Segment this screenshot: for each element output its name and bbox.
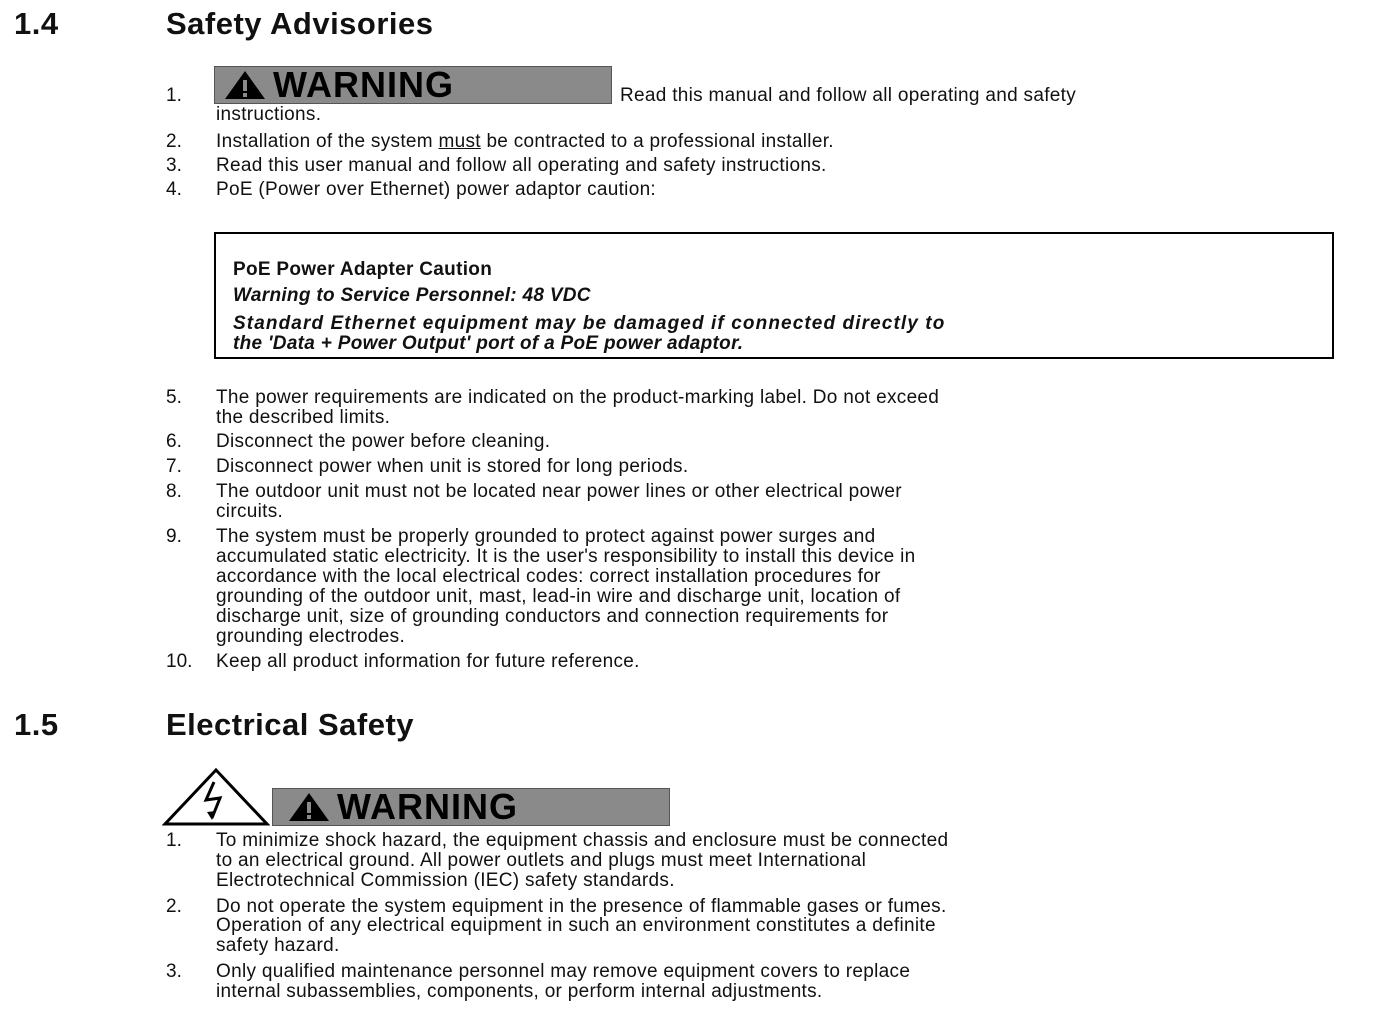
- list-item-text: Keep all product information for future reference.: [216, 651, 640, 672]
- list-item-text: Electrotechnical Commission (IEC) safety standards.: [216, 870, 675, 891]
- list-item-text: To minimize shock hazard, the equipment chassis and enclosure must be connected: [216, 830, 949, 851]
- list-number: 3.: [166, 155, 182, 176]
- warning-label: WARNING: [337, 786, 518, 827]
- list-number: 9.: [166, 526, 182, 547]
- list-item-text: discharge unit, size of grounding conductors and connection requirements for: [216, 606, 889, 627]
- warning-triangle-icon: [287, 791, 331, 823]
- caution-text: Standard Ethernet equipment may be damaged if connected directly to: [233, 313, 946, 334]
- list-item-text: grounding electrodes.: [216, 626, 406, 647]
- list-number: 4.: [166, 179, 182, 200]
- caution-subtitle: Warning to Service Personnel: 48 VDC: [233, 285, 591, 306]
- list-item-text: the described limits.: [216, 407, 391, 428]
- section-title: Safety Advisories: [166, 6, 434, 41]
- section-number: 1.5: [14, 707, 59, 742]
- list-number: 2.: [166, 896, 182, 917]
- list-number: 8.: [166, 481, 182, 502]
- list-item-text: Read this manual and follow all operating and safety: [620, 85, 1077, 106]
- list-item-text: to an electrical ground. All power outlets and plugs must meet International: [216, 850, 867, 871]
- list-number: 10.: [166, 651, 193, 672]
- list-item-text: Operation of any electrical equipment in such an environment constitutes a definite: [216, 915, 936, 936]
- caution-box: [214, 232, 1334, 359]
- section-title: Electrical Safety: [166, 707, 415, 742]
- list-item-text: safety hazard.: [216, 935, 340, 956]
- electrical-hazard-icon: [162, 768, 270, 826]
- list-number: 2.: [166, 131, 182, 152]
- warning-badge: [272, 788, 670, 826]
- list-item-text: The system must be properly grounded to protect against power surges and: [216, 526, 876, 547]
- list-item-text: Disconnect the power before cleaning.: [216, 431, 551, 452]
- text-span: be contracted to a professional installer.: [480, 131, 834, 152]
- list-number: 1.: [166, 85, 182, 106]
- list-item-text: PoE (Power over Ethernet) power adaptor caution:: [216, 179, 657, 200]
- list-item-text: internal subassemblies, components, or perform internal adjustments.: [216, 981, 823, 1002]
- list-item-text: accordance with the local electrical codes: correct installation procedures for: [216, 566, 881, 587]
- list-item-text: [216, 132, 834, 152]
- list-item-text: accumulated static electricity. It is the user's responsibility to install this device in: [216, 546, 916, 567]
- caution-title: PoE Power Adapter Caution: [233, 259, 493, 280]
- emphasis-underline: must: [438, 131, 481, 152]
- warning-badge: [214, 66, 612, 104]
- list-item-text: Only qualified maintenance personnel may remove equipment covers to replace: [216, 961, 911, 982]
- section-number: 1.4: [14, 6, 59, 41]
- list-item-text: Read this user manual and follow all operating and safety instructions.: [216, 155, 827, 176]
- list-number: 3.: [166, 961, 182, 982]
- list-item-text: The outdoor unit must not be located near power lines or other electrical power: [216, 481, 902, 502]
- caution-text: the 'Data + Power Output' port of a PoE power adaptor.: [233, 333, 744, 354]
- list-number: 7.: [166, 456, 182, 477]
- list-number: 5.: [166, 387, 182, 408]
- list-item-text: The power requirements are indicated on the product-marking label. Do not exceed: [216, 387, 940, 408]
- list-number: 1.: [166, 830, 182, 851]
- list-item-text: instructions.: [216, 104, 322, 125]
- list-number: 6.: [166, 431, 182, 452]
- warning-triangle-icon: [223, 69, 267, 101]
- warning-label: WARNING: [273, 64, 454, 105]
- list-item-text: Do not operate the system equipment in the presence of flammable gases or fumes.: [216, 896, 947, 917]
- list-item-text: Disconnect power when unit is stored for long periods.: [216, 456, 689, 477]
- list-item-text: grounding of the outdoor unit, mast, lead-in wire and discharge unit, location of: [216, 586, 901, 607]
- list-item-text: circuits.: [216, 501, 284, 522]
- text-span: Installation of the system: [216, 131, 439, 152]
